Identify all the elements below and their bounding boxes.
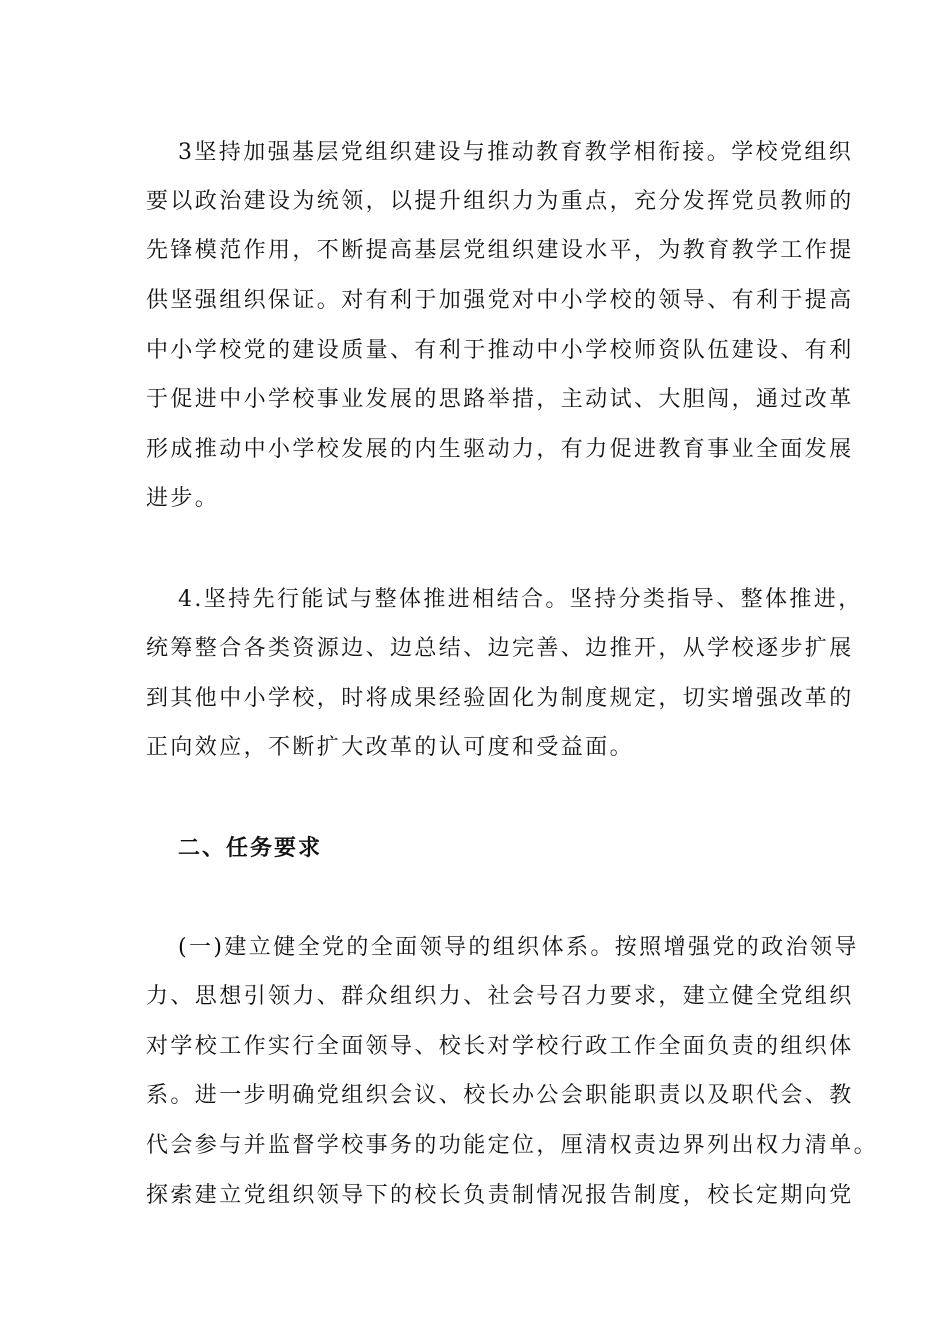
paragraph-4-line-4: 正向效应，不断扩大改革的认可度和受益面。 (146, 735, 635, 760)
paragraph-5-line-6: 探索建立党组织领导下的校长负责制情况报告制度，校长定期向党 (146, 1183, 854, 1208)
paragraph-3-line-5: 中小学校党的建设质量、有利于推动中小学校师资队伍建设、有利 (146, 338, 854, 363)
paragraph-5-line-1: (一)建立健全党的全面领导的组织体系。按照增强党的政治领导 (178, 935, 859, 960)
paragraph-5-line-2: 力、思想引领力、群众组织力、社会号召力要求，建立健全党组织 (146, 984, 854, 1009)
paragraph-3-line-4: 供坚强组织保证。对有利于加强党对中小学校的领导、有利于提高 (146, 288, 854, 313)
paragraph-4-line-1: 4.坚持先行能试与整体推进相结合。坚持分类指导、整体推进， (178, 587, 863, 612)
paragraph-5-line-4: 系。进一步明确党组织会议、校长办公会职能职责以及职代会、教 (146, 1083, 854, 1108)
section-heading: 二、任务要求 (178, 835, 323, 861)
paragraph-3-line-8: 进步。 (146, 486, 220, 511)
paragraph-3-line-2: 要以政治建设为统领，以提升组织力为重点，充分发挥党员教师的 (146, 189, 854, 214)
paragraph-5-line-3: 对学校工作实行全面领导、校长对学校行政工作全面负责的组织体 (146, 1034, 854, 1059)
paragraph-3-line-6: 于促进中小学校事业发展的思路举措，主动试、大胆闯，通过改革 (146, 387, 854, 412)
paragraph-3-line-3: 先锋模范作用，不断提高基层党组织建设水平，为教育教学工作提 (146, 238, 854, 263)
paragraph-3-line-1: 3坚持加强基层党组织建设与推动教育教学相衔接。学校党组织 (178, 140, 854, 165)
paragraph-5-line-5: 代会参与并监督学校事务的功能定位，厘清权责边界列出权力清单。 (146, 1133, 879, 1158)
paragraph-4-line-2: 统筹整合各类资源边、边总结、边完善、边推开，从学校逐步扩展 (146, 636, 854, 661)
paragraph-4-line-3: 到其他中小学校，时将成果经验固化为制度规定，切实增强改革的 (146, 686, 854, 711)
paragraph-3-line-7: 形成推动中小学校发展的内生驱动力，有力促进教育事业全面发展 (146, 437, 854, 462)
